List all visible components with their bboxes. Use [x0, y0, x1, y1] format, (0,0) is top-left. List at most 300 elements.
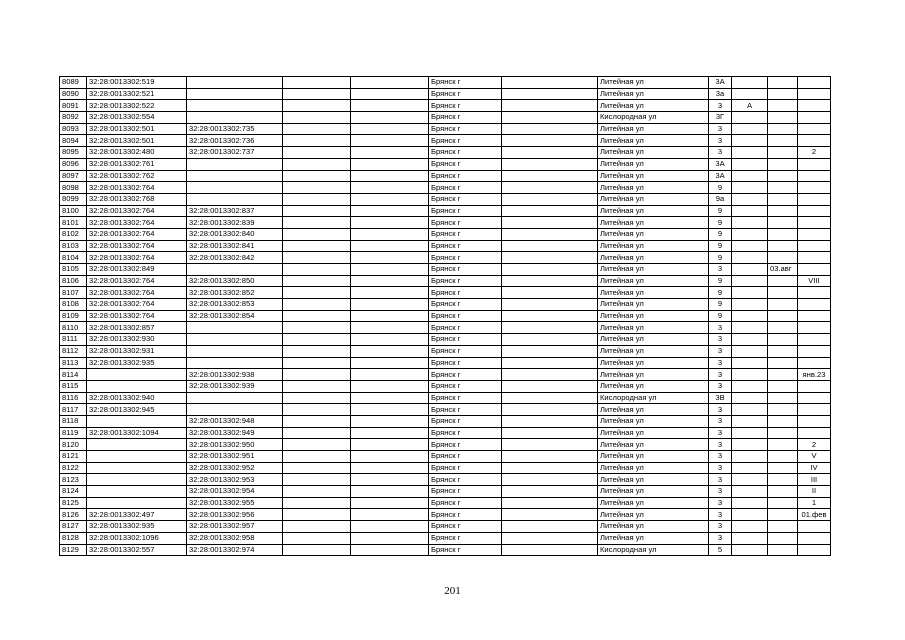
city-cell: Брянск г [429, 77, 502, 89]
flat-number-cell [798, 380, 831, 392]
cadastral-number-2-cell [187, 100, 283, 112]
cadastral-number-cell [87, 369, 187, 381]
cadastral-number-cell [87, 451, 187, 463]
date-cell [768, 228, 798, 240]
empty-cell [351, 100, 429, 112]
empty-cell [283, 100, 351, 112]
row-number-cell: 8098 [60, 182, 87, 194]
city-cell: Брянск г [429, 158, 502, 170]
city-cell: Брянск г [429, 380, 502, 392]
cadastral-number-cell: 32:28:0013302:940 [87, 392, 187, 404]
cadastral-number-2-cell: 32:28:0013302:952 [187, 462, 283, 474]
house-number-cell: 3А [709, 77, 732, 89]
empty-cell [351, 158, 429, 170]
empty-cell [502, 158, 598, 170]
street-cell: Литейная ул [598, 264, 709, 276]
letter-cell [732, 217, 768, 229]
city-cell: Брянск г [429, 205, 502, 217]
city-cell: Брянск г [429, 521, 502, 533]
city-cell: Брянск г [429, 322, 502, 334]
cadastral-number-cell: 32:28:0013302:497 [87, 509, 187, 521]
house-number-cell: 3 [709, 462, 732, 474]
cadastral-number-2-cell [187, 158, 283, 170]
date-cell [768, 205, 798, 217]
table-row [60, 310, 831, 322]
row-number-cell: 8094 [60, 135, 87, 147]
row-number-cell: 8124 [60, 486, 87, 498]
empty-cell [351, 264, 429, 276]
flat-number-cell: IV [798, 462, 831, 474]
empty-cell [351, 88, 429, 100]
empty-cell [283, 474, 351, 486]
city-cell: Брянск г [429, 427, 502, 439]
empty-cell [283, 88, 351, 100]
empty-cell [502, 170, 598, 182]
table-body [60, 77, 831, 556]
house-number-cell: 3 [709, 334, 732, 346]
table-row [60, 264, 831, 276]
empty-cell [351, 299, 429, 311]
city-cell: Брянск г [429, 357, 502, 369]
empty-cell [351, 521, 429, 533]
street-cell: Литейная ул [598, 404, 709, 416]
letter-cell [732, 474, 768, 486]
city-cell: Брянск г [429, 310, 502, 322]
row-number-cell: 8092 [60, 112, 87, 124]
empty-cell [283, 123, 351, 135]
empty-cell [283, 380, 351, 392]
street-cell: Литейная ул [598, 486, 709, 498]
empty-cell [351, 228, 429, 240]
row-number-cell: 8103 [60, 240, 87, 252]
street-cell: Литейная ул [598, 532, 709, 544]
cadastral-number-cell [87, 497, 187, 509]
cadastral-number-2-cell: 32:28:0013302:850 [187, 275, 283, 287]
cadastral-number-2-cell [187, 112, 283, 124]
registry-table [59, 76, 831, 556]
empty-cell [502, 287, 598, 299]
empty-cell [351, 123, 429, 135]
table-row [60, 182, 831, 194]
date-cell [768, 310, 798, 322]
empty-cell [351, 392, 429, 404]
cadastral-number-cell: 32:28:0013302:522 [87, 100, 187, 112]
house-number-cell: 3В [709, 392, 732, 404]
empty-cell [502, 240, 598, 252]
street-cell: Литейная ул [598, 217, 709, 229]
house-number-cell: 3 [709, 369, 732, 381]
letter-cell [732, 357, 768, 369]
empty-cell [502, 439, 598, 451]
date-cell [768, 532, 798, 544]
city-cell: Брянск г [429, 299, 502, 311]
flat-number-cell [798, 544, 831, 556]
cadastral-number-cell: 32:28:0013302:764 [87, 287, 187, 299]
row-number-cell: 8091 [60, 100, 87, 112]
city-cell: Брянск г [429, 509, 502, 521]
street-cell: Литейная ул [598, 158, 709, 170]
empty-cell [283, 345, 351, 357]
letter-cell [732, 88, 768, 100]
empty-cell [283, 170, 351, 182]
letter-cell [732, 322, 768, 334]
flat-number-cell [798, 287, 831, 299]
flat-number-cell [798, 170, 831, 182]
city-cell: Брянск г [429, 544, 502, 556]
house-number-cell: 3 [709, 451, 732, 463]
street-cell: Кислородная ул [598, 544, 709, 556]
flat-number-cell: III [798, 474, 831, 486]
flat-number-cell [798, 264, 831, 276]
table-row [60, 345, 831, 357]
city-cell: Брянск г [429, 532, 502, 544]
empty-cell [351, 427, 429, 439]
city-cell: Брянск г [429, 275, 502, 287]
street-cell: Литейная ул [598, 497, 709, 509]
empty-cell [351, 252, 429, 264]
house-number-cell: 3 [709, 357, 732, 369]
empty-cell [502, 392, 598, 404]
letter-cell [732, 310, 768, 322]
empty-cell [283, 427, 351, 439]
empty-cell [502, 462, 598, 474]
empty-cell [502, 135, 598, 147]
cadastral-number-cell: 32:28:0013302:764 [87, 182, 187, 194]
cadastral-number-cell: 32:28:0013302:519 [87, 77, 187, 89]
empty-cell [502, 415, 598, 427]
row-number-cell: 8089 [60, 77, 87, 89]
empty-cell [283, 205, 351, 217]
street-cell: Литейная ул [598, 205, 709, 217]
flat-number-cell: 01.фев [798, 509, 831, 521]
empty-cell [283, 462, 351, 474]
empty-cell [351, 310, 429, 322]
empty-cell [351, 380, 429, 392]
flat-number-cell [798, 123, 831, 135]
letter-cell [732, 451, 768, 463]
flat-number-cell [798, 193, 831, 205]
empty-cell [502, 451, 598, 463]
empty-cell [502, 77, 598, 89]
cadastral-number-cell: 32:28:0013302:935 [87, 357, 187, 369]
letter-cell [732, 275, 768, 287]
empty-cell [351, 497, 429, 509]
empty-cell [351, 532, 429, 544]
cadastral-number-2-cell [187, 182, 283, 194]
flat-number-cell [798, 217, 831, 229]
cadastral-number-2-cell: 32:28:0013302:737 [187, 147, 283, 159]
cadastral-number-2-cell [187, 334, 283, 346]
letter-cell [732, 193, 768, 205]
house-number-cell: 3 [709, 380, 732, 392]
flat-number-cell [798, 228, 831, 240]
street-cell: Литейная ул [598, 88, 709, 100]
cadastral-number-cell [87, 380, 187, 392]
house-number-cell: 9 [709, 240, 732, 252]
row-number-cell: 8108 [60, 299, 87, 311]
empty-cell [283, 147, 351, 159]
empty-cell [502, 334, 598, 346]
city-cell: Брянск г [429, 264, 502, 276]
empty-cell [283, 544, 351, 556]
row-number-cell: 8112 [60, 345, 87, 357]
flat-number-cell: 2 [798, 439, 831, 451]
row-number-cell: 8104 [60, 252, 87, 264]
letter-cell [732, 77, 768, 89]
cadastral-number-cell: 32:28:0013302:764 [87, 299, 187, 311]
flat-number-cell [798, 88, 831, 100]
cadastral-number-2-cell: 32:28:0013302:949 [187, 427, 283, 439]
empty-cell [351, 345, 429, 357]
table-row [60, 532, 831, 544]
cadastral-number-2-cell: 32:28:0013302:854 [187, 310, 283, 322]
cadastral-number-2-cell [187, 357, 283, 369]
house-number-cell: 3 [709, 439, 732, 451]
row-number-cell: 8122 [60, 462, 87, 474]
house-number-cell: 3 [709, 264, 732, 276]
date-cell [768, 380, 798, 392]
empty-cell [283, 497, 351, 509]
row-number-cell: 8093 [60, 123, 87, 135]
letter-cell [732, 486, 768, 498]
table-row [60, 287, 831, 299]
house-number-cell: 3 [709, 474, 732, 486]
table-row [60, 334, 831, 346]
cadastral-number-cell: 32:28:0013302:554 [87, 112, 187, 124]
city-cell: Брянск г [429, 193, 502, 205]
date-cell [768, 100, 798, 112]
date-cell [768, 77, 798, 89]
row-number-cell: 8096 [60, 158, 87, 170]
flat-number-cell: 1 [798, 497, 831, 509]
cadastral-number-cell: 32:28:0013302:1094 [87, 427, 187, 439]
street-cell: Литейная ул [598, 380, 709, 392]
table-row [60, 135, 831, 147]
letter-cell [732, 158, 768, 170]
house-number-cell: 3Г [709, 112, 732, 124]
empty-cell [283, 532, 351, 544]
city-cell: Брянск г [429, 112, 502, 124]
house-number-cell: 3А [709, 170, 732, 182]
empty-cell [283, 252, 351, 264]
empty-cell [283, 158, 351, 170]
table-row [60, 112, 831, 124]
house-number-cell: 9 [709, 228, 732, 240]
empty-cell [351, 544, 429, 556]
empty-cell [351, 77, 429, 89]
cadastral-number-cell: 32:28:0013302:1096 [87, 532, 187, 544]
table-row [60, 193, 831, 205]
table-row [60, 462, 831, 474]
row-number-cell: 8095 [60, 147, 87, 159]
house-number-cell: 9 [709, 182, 732, 194]
street-cell: Литейная ул [598, 451, 709, 463]
empty-cell [502, 88, 598, 100]
empty-cell [502, 345, 598, 357]
date-cell [768, 123, 798, 135]
date-cell [768, 88, 798, 100]
empty-cell [351, 357, 429, 369]
row-number-cell: 8110 [60, 322, 87, 334]
empty-cell [283, 299, 351, 311]
empty-cell [283, 521, 351, 533]
empty-cell [283, 182, 351, 194]
house-number-cell: 3 [709, 497, 732, 509]
cadastral-number-2-cell: 32:28:0013302:954 [187, 486, 283, 498]
empty-cell [502, 532, 598, 544]
date-cell [768, 462, 798, 474]
house-number-cell: 3 [709, 100, 732, 112]
table-row [60, 369, 831, 381]
city-cell: Брянск г [429, 135, 502, 147]
table-row [60, 252, 831, 264]
row-number-cell: 8090 [60, 88, 87, 100]
house-number-cell: 3А [709, 158, 732, 170]
street-cell: Литейная ул [598, 334, 709, 346]
date-cell [768, 158, 798, 170]
letter-cell [732, 182, 768, 194]
house-number-cell: 3 [709, 427, 732, 439]
empty-cell [351, 334, 429, 346]
cadastral-number-2-cell: 32:28:0013302:735 [187, 123, 283, 135]
date-cell [768, 474, 798, 486]
cadastral-number-2-cell [187, 345, 283, 357]
row-number-cell: 8115 [60, 380, 87, 392]
house-number-cell: 9 [709, 310, 732, 322]
city-cell: Брянск г [429, 462, 502, 474]
house-number-cell: 3 [709, 135, 732, 147]
empty-cell [351, 474, 429, 486]
table-row [60, 509, 831, 521]
house-number-cell: 9 [709, 275, 732, 287]
row-number-cell: 8128 [60, 532, 87, 544]
cadastral-number-2-cell: 32:28:0013302:736 [187, 135, 283, 147]
cadastral-number-cell: 32:28:0013302:764 [87, 275, 187, 287]
table-row [60, 544, 831, 556]
cadastral-number-2-cell: 32:28:0013302:953 [187, 474, 283, 486]
empty-cell [283, 451, 351, 463]
row-number-cell: 8097 [60, 170, 87, 182]
street-cell: Литейная ул [598, 322, 709, 334]
date-cell [768, 439, 798, 451]
city-cell: Брянск г [429, 415, 502, 427]
empty-cell [502, 252, 598, 264]
table-row [60, 404, 831, 416]
cadastral-number-2-cell [187, 264, 283, 276]
table-row [60, 439, 831, 451]
empty-cell [283, 287, 351, 299]
street-cell: Литейная ул [598, 427, 709, 439]
street-cell: Литейная ул [598, 521, 709, 533]
empty-cell [351, 240, 429, 252]
house-number-cell: 3 [709, 345, 732, 357]
cadastral-number-cell: 32:28:0013302:764 [87, 252, 187, 264]
row-number-cell: 8120 [60, 439, 87, 451]
table-row [60, 240, 831, 252]
flat-number-cell: V [798, 451, 831, 463]
date-cell [768, 392, 798, 404]
empty-cell [283, 217, 351, 229]
letter-cell [732, 345, 768, 357]
empty-cell [351, 112, 429, 124]
empty-cell [502, 205, 598, 217]
city-cell: Брянск г [429, 252, 502, 264]
house-number-cell: 3 [709, 532, 732, 544]
street-cell: Литейная ул [598, 170, 709, 182]
flat-number-cell [798, 532, 831, 544]
flat-number-cell [798, 205, 831, 217]
table-row [60, 299, 831, 311]
empty-cell [502, 427, 598, 439]
cadastral-number-cell: 32:28:0013302:764 [87, 228, 187, 240]
table-row [60, 205, 831, 217]
table-row [60, 170, 831, 182]
table-row [60, 415, 831, 427]
cadastral-number-2-cell: 32:28:0013302:951 [187, 451, 283, 463]
row-number-cell: 8109 [60, 310, 87, 322]
cadastral-number-2-cell [187, 193, 283, 205]
city-cell: Брянск г [429, 486, 502, 498]
letter-cell [732, 521, 768, 533]
street-cell: Литейная ул [598, 275, 709, 287]
empty-cell [502, 217, 598, 229]
date-cell [768, 252, 798, 264]
cadastral-number-cell: 32:28:0013302:557 [87, 544, 187, 556]
empty-cell [502, 380, 598, 392]
empty-cell [351, 170, 429, 182]
empty-cell [351, 462, 429, 474]
cadastral-number-cell [87, 439, 187, 451]
street-cell: Литейная ул [598, 369, 709, 381]
street-cell: Литейная ул [598, 77, 709, 89]
house-number-cell: 9 [709, 287, 732, 299]
cadastral-number-2-cell [187, 322, 283, 334]
letter-cell [732, 380, 768, 392]
row-number-cell: 8129 [60, 544, 87, 556]
row-number-cell: 8121 [60, 451, 87, 463]
house-number-cell: 3 [709, 521, 732, 533]
flat-number-cell [798, 252, 831, 264]
cadastral-number-cell: 32:28:0013302:857 [87, 322, 187, 334]
empty-cell [502, 112, 598, 124]
empty-cell [283, 77, 351, 89]
street-cell: Литейная ул [598, 182, 709, 194]
date-cell [768, 322, 798, 334]
letter-cell [732, 415, 768, 427]
table-row [60, 380, 831, 392]
letter-cell [732, 427, 768, 439]
table-row [60, 275, 831, 287]
empty-cell [283, 228, 351, 240]
date-cell [768, 486, 798, 498]
cadastral-number-2-cell: 32:28:0013302:837 [187, 205, 283, 217]
cadastral-number-cell: 32:28:0013302:935 [87, 521, 187, 533]
city-cell: Брянск г [429, 334, 502, 346]
city-cell: Брянск г [429, 240, 502, 252]
letter-cell [732, 392, 768, 404]
flat-number-cell [798, 404, 831, 416]
date-cell [768, 451, 798, 463]
flat-number-cell [798, 77, 831, 89]
empty-cell [283, 369, 351, 381]
empty-cell [351, 135, 429, 147]
cadastral-number-cell: 32:28:0013302:480 [87, 147, 187, 159]
flat-number-cell [798, 135, 831, 147]
empty-cell [351, 193, 429, 205]
street-cell: Литейная ул [598, 123, 709, 135]
cadastral-number-cell [87, 486, 187, 498]
letter-cell [732, 228, 768, 240]
